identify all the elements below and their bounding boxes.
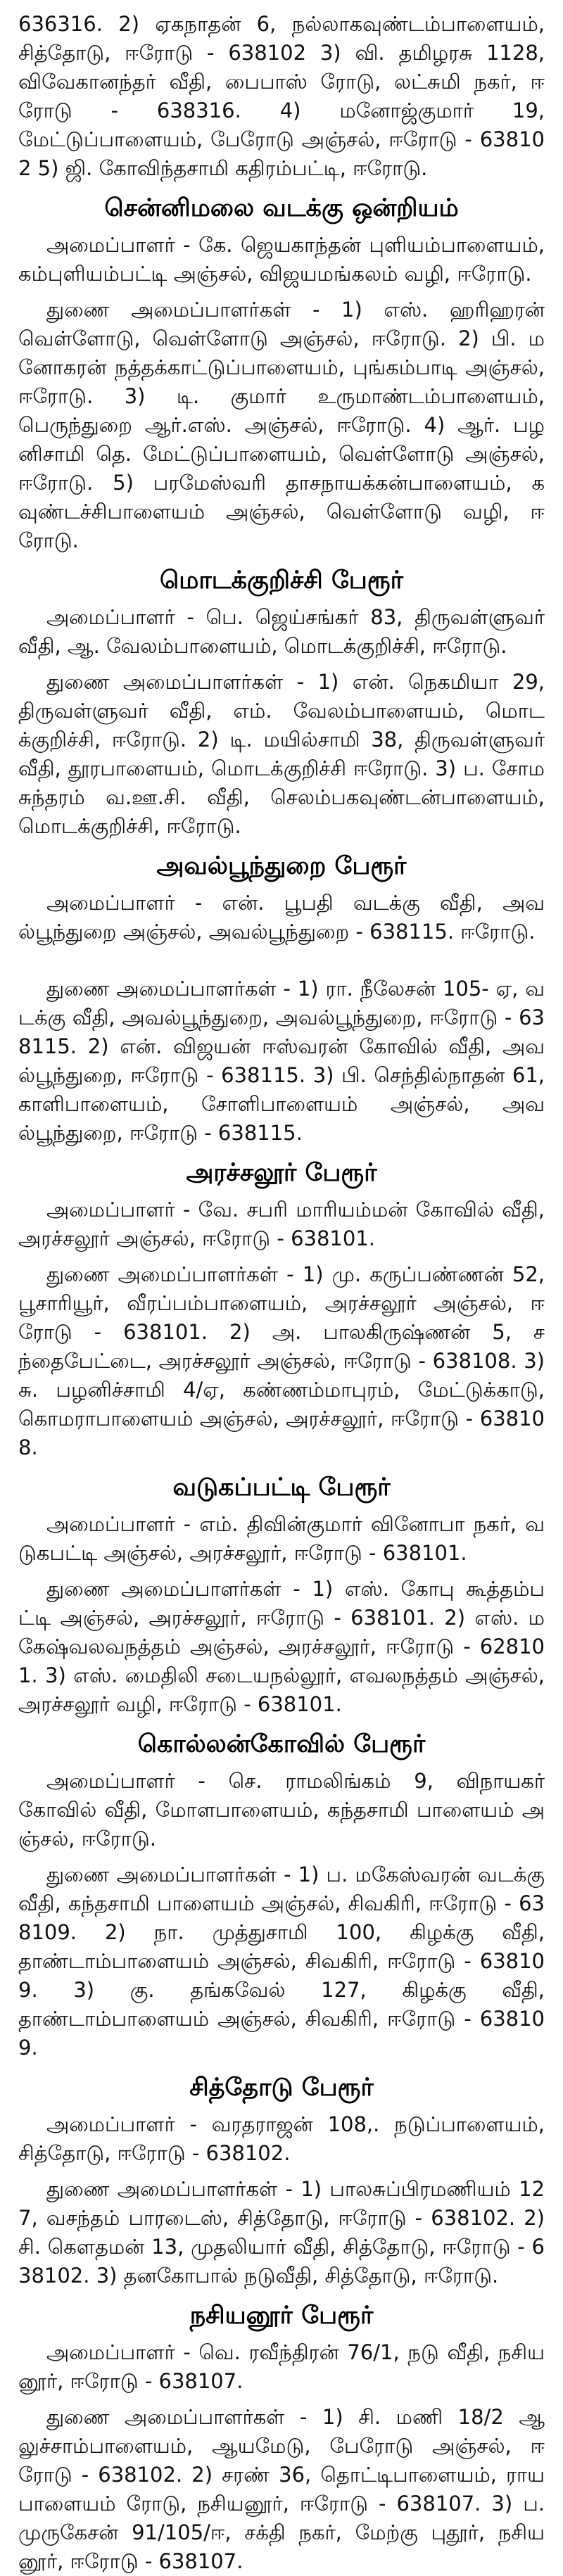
section bbox=[18, 2071, 545, 2290]
paragraph-spacer bbox=[18, 953, 545, 975]
section-heading: வடுகப்பட்டி பேரூர் bbox=[172, 1473, 391, 1502]
deputies-paragraph: துணை அமைப்பாளர்கள் - 1) மு. கருப்பண்ணன் 52, பூசாரியூர், வீரப்பம்பாளையம், அரச்சலூர் அஞ்சல், ஈரோடு - 638101. 2) அ. பாலகிருஷ்ணன் 5, சந்தைபேட்டை, அரச்சலூர் அஞ்சல், ஈரோடு - 638108. 3) சு. பழனிச்சாமி 4/ஏ, கண்ணம்மாபுரம், மேட்டுக்காடு, கொமராபாளையம் அஞ்சல், அரச்சலூர், ஈரோடு - 638108. bbox=[18, 1262, 545, 1459]
section bbox=[18, 2299, 545, 2576]
intro-paragraph: 636316. 2) ஏகநாதன் 6, நல்லாகவுண்டம்பாளையம், சித்தோடு, ஈரோடு - 638102 3) வி. தமிழரசு 1128, விவேகானந்தர் வீதி, பைபாஸ் ரோடு, லட்சுமி நகர், ஈரோடு - 638316. 4) மனோஜ்குமார் 19, மேட்டுப்பாளையம், பேரோடு அஞ்சல், ஈரோடு - 638102 5) ஜி. கோவிந்தசாமி கதிரம்பட்டி, ஈரோடு. bbox=[18, 12, 545, 180]
organizer-paragraph: அமைப்பாளர் - என். பூபதி வடக்கு வீதி, அவல்பூந்துறை அஞ்சல், அவல்பூந்துறை - 638115. ஈரோடு. bbox=[18, 891, 545, 944]
organizer-paragraph: அமைப்பாளர் - வரதராஜன் 108,. நடுப்பாளையம், சித்தோடு, ஈரோடு - 638102. bbox=[18, 2112, 545, 2165]
deputies-paragraph: துணை அமைப்பாளர்கள் - 1) எஸ். ஹரிஹரன் வெள்ளோடு, வெள்ளோடு அஞ்சல், ஈரோடு. 2) பி. மனோகரன் நத்தக்காட்டுப்பாளையம், புங்கம்பாடி அஞ்சல், ஈரோடு. 3) டி. குமார் உருமாண்டம்பாளையம், பெருந்துறை ஆர்.எஸ். அஞ்சல், ஈரோடு. 4) ஆர். பழனிசாமி தெ. மேட்டுப்பாளையம், வெள்ளோடு அஞ்சல், ஈரோடு. 5) பரமேஸ்வரி தாசநாயக்கன்பாளையம், கவுண்டச்சிபாளையம் அஞ்சல், வெள்ளோடு வழி, ஈரோடு. bbox=[18, 298, 545, 552]
section-heading: சித்தோடு பேரூர் bbox=[189, 2074, 374, 2102]
deputies-paragraph: துணை அமைப்பாளர்கள் - 1) ப. மகேஸ்வரன் வடக்கு வீதி, கந்தசாமி பாளையம் அஞ்சல், சிவகிரி, ஈரோடு - 638109. 2) நா. முத்துசாமி 100, கிழக்கு வீதி, தாண்டாம்பாளையம் அஞ்சல், சிவகிரி, ஈரோடு - 638109. 3) கு. தங்கவேல் 127, கிழக்கு வீதி, தாண்டாம்பாளையம் அஞ்சல், சிவகிரி, ஈரோடு - 638109. bbox=[18, 1863, 545, 2060]
section-heading: கொல்லன்கோவில் பேரூர் bbox=[137, 1730, 426, 1758]
deputies-paragraph: துணை அமைப்பாளர்கள் - 1) என். நெகமியா 29, திருவள்ளுவர் வீதி, எம். வேலம்பாளையம், மொடக்குறிச்சி, ஈரோடு. 2) டி. மயில்சாமி 38, திருவள்ளுவர் வீதி, தூரபாளையம், மொடக்குறிச்சி ஈரோடு. 3) ப. சோமசுந்தரம் வ.ஊ.சி. வீதி, செலம்பகவுண்டன்பாளையம், மொடக்குறிச்சி, ஈரோடு. bbox=[18, 670, 545, 838]
section-heading: அரச்சலூர் பேரூர் bbox=[186, 1159, 377, 1187]
organizer-paragraph: அமைப்பாளர் - வே. சபரி மாரியம்மன் கோவில் வீதி, அரச்சலூர் அஞ்சல், ஈரோடு - 638101. bbox=[18, 1198, 545, 1250]
section bbox=[18, 1156, 545, 1462]
section bbox=[18, 564, 545, 841]
section bbox=[18, 1727, 545, 2062]
deputies-paragraph: துணை அமைப்பாளர்கள் - 1) சி. மணி 18/2 ஆலுச்சாம்பாளையம், ஆயமேடு, பேரோடு அஞ்சல், ஈரோடு - 638102. 2) சரண் 36, தொட்டிபாளையம், ராயபாளையம் ரோடு, நசியனூர், ஈரோடு - 638107. 3) ப. முருகேசன் 91/105/ஈ, சக்தி நகர், மேற்கு புதூர், நசியனூர், ஈரோடு - 638107. bbox=[18, 2405, 545, 2573]
organizer-paragraph: அமைப்பாளர் - பெ. ஜெய்சங்கர் 83, திருவள்ளுவர் வீதி, ஆ. வேலம்பாளையம், மொடக்குறிச்சி, ஈரோடு. bbox=[18, 605, 545, 658]
deputies-paragraph: துணை அமைப்பாளர்கள் - 1) பாலசுப்பிரமணியம் 127, வசந்தம் பாரடைஸ், சித்தோடு, ஈரோடு - 638102. 2) சி. கௌதமன் 13, முதலியார் வீதி, சித்தோடு, ஈரோடு - 638102. 3) தனகோபால் நடுவீதி, சித்தோடு, ஈரோடு. bbox=[18, 2177, 545, 2288]
sections-list bbox=[18, 191, 545, 2576]
organizer-paragraph: அமைப்பாளர் - கே. ஜெயகாந்தன் புளியம்பாளையம், கம்புளியம்பட்டி அஞ்சல், விஜயமங்கலம் வழி, ஈரோடு. bbox=[18, 233, 545, 286]
section bbox=[18, 191, 545, 555]
deputies-paragraph: துணை அமைப்பாளர்கள் - 1) ரா. நீலேசன் 105- ஏ, வடக்கு வீதி, அவல்பூந்துறை, அவல்பூந்துறை, ஈரோடு - 638115. 2) என். விஜயன் ஈஸ்வரன் கோவில் வீதி, அவல்பூந்துறை, ஈரோடு - 638115. 3) பி. செந்தில்நாதன் 61, காளிபாளையம், சோளிபாளையம் அஞ்சல், அவல்பூந்துறை, ஈரோடு - 638115. bbox=[18, 977, 545, 1145]
section bbox=[18, 849, 545, 1148]
organizer-paragraph: அமைப்பாளர் - செ. ராமலிங்கம் 9, விநாயகர் கோவில் வீதி, மோளபாளையம், கந்தசாமி பாளையம் அஞ்சல், ஈரோடு. bbox=[18, 1769, 545, 1851]
organizer-paragraph: அமைப்பாளர் - வெ. ரவீந்திரன் 76/1, நடு வீதி, நசியனூர், ஈரோடு - 638107. bbox=[18, 2340, 545, 2393]
section-heading: மொடக்குறிச்சி பேரூர் bbox=[160, 566, 403, 595]
section bbox=[18, 1471, 545, 1719]
organizer-paragraph: அமைப்பாளர் - எம். திவின்குமார் வினோபா நகர், வடுகபட்டி அஞ்சல், அரச்சலூர், ஈரோடு - 638101. bbox=[18, 1512, 545, 1565]
deputies-paragraph: துணை அமைப்பாளர்கள் - 1) எஸ். கோபு கூத்தம்பட்டி அஞ்சல், அரச்சலூர், ஈரோடு - 638101. 2) எஸ். மகேஷ்வலவநத்தம் அஞ்சல், அரச்சலூர், ஈரோடு - 628101. 3) எஸ். மைதிலி சடையநல்லூர், எவலநத்தம் அஞ்சல், அரச்சலூர் வழி, ஈரோடு - 638101. bbox=[18, 1577, 545, 1716]
section-heading: அவல்பூந்துறை பேரூர் bbox=[156, 852, 407, 880]
section-heading: சென்னிமலை வடக்கு ஒன்றியம் bbox=[104, 194, 459, 222]
section-heading: நசியனூர் பேரூர் bbox=[189, 2302, 374, 2330]
